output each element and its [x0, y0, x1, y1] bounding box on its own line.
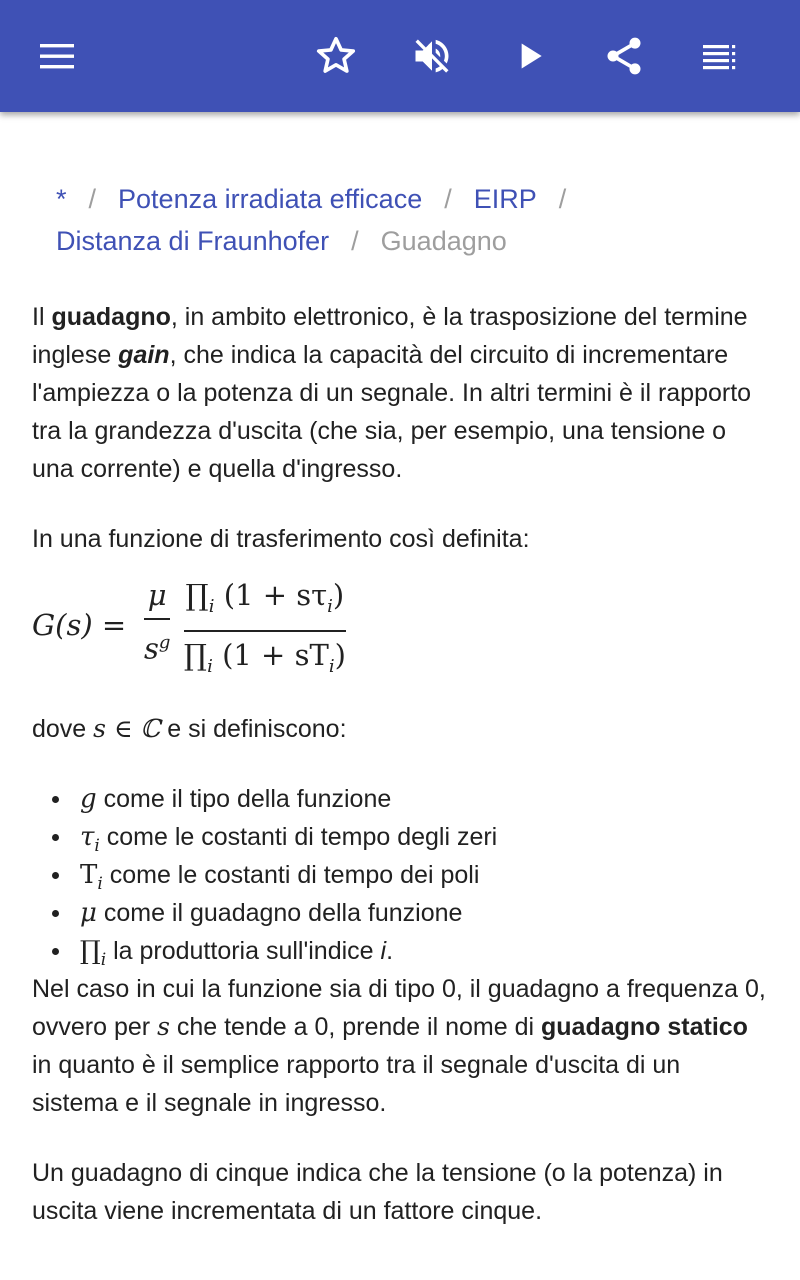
share-icon	[602, 34, 646, 78]
text-run: , che indica la capacità del circuito di incrementare l'ampiezza o la potenza di un segnale. In altri termini è il rapporto tra la grandezza d'uscita (che sia, per esempio, una tensione o una corrente) e quella d'ingresso.	[32, 341, 752, 483]
list-item	[32, 856, 772, 894]
math-subscript: i	[94, 836, 100, 856]
list-item	[32, 818, 772, 856]
share-button[interactable]	[600, 32, 648, 80]
formula-paren: )	[334, 637, 346, 672]
breadcrumb-link-fraunhofer[interactable]: Distanza di Fraunhofer	[56, 226, 330, 256]
italic-index: i	[380, 937, 387, 965]
text-run: dove	[32, 715, 94, 743]
math-inline: s	[157, 1012, 170, 1041]
formula-subscript: i	[327, 595, 333, 617]
math-symbol: g	[80, 784, 97, 814]
breadcrumb-link-potenza[interactable]: Potenza irradiata efficace	[118, 184, 423, 214]
breadcrumb-current: Guadagno	[380, 226, 507, 256]
formula-fraction-mu	[144, 576, 170, 668]
breadcrumb	[56, 178, 756, 262]
formula-fraction-products	[184, 576, 346, 686]
text-run: Il	[32, 303, 52, 331]
mute-button[interactable]	[408, 32, 456, 80]
menu-icon	[36, 36, 76, 76]
toc-list-icon	[700, 36, 740, 76]
bold-term: guadagno statico	[541, 1013, 748, 1041]
formula-exponent: g	[158, 632, 171, 653]
formula-subscript: i	[328, 655, 335, 677]
text-run: che tende a 0, prende il nome di	[169, 1013, 541, 1041]
article-body	[32, 298, 772, 1262]
bold-italic-term: gain	[118, 341, 170, 369]
app-toolbar	[0, 0, 800, 112]
math-symbol: T	[80, 860, 98, 890]
list-item	[32, 894, 772, 932]
breadcrumb-link-eirp[interactable]: EIRP	[473, 184, 537, 214]
bold-term: guadagno	[51, 303, 171, 331]
math-symbol: τ	[80, 822, 95, 852]
table-of-contents-button[interactable]	[696, 32, 744, 80]
formula-denominator: (1 + sT	[222, 637, 329, 672]
list-item	[32, 780, 772, 818]
fraction-bar	[184, 630, 346, 632]
list-item-text: come le costanti di tempo dei poli	[102, 861, 480, 889]
play-button[interactable]	[506, 32, 554, 80]
list-item-text: la produttoria sull'indice	[106, 937, 381, 965]
formula-numerator: (1 + sτ	[223, 578, 328, 612]
bookmark-button[interactable]	[312, 32, 360, 80]
menu-button[interactable]	[32, 32, 80, 80]
math-symbol: μ	[80, 898, 97, 928]
formula-numerator: μ	[147, 578, 167, 612]
text-run: in quanto è il semplice rapporto tra il segnale d'uscita di un sistema e il segnale in ingresso.	[32, 1051, 681, 1117]
breadcrumb-link-home[interactable]: *	[56, 184, 67, 214]
math-symbol: ∏	[80, 936, 101, 966]
breadcrumb-separator: /	[444, 184, 452, 214]
list-item-text: come le costanti di tempo degli zeri	[99, 823, 498, 851]
math-subscript: i	[97, 874, 103, 894]
math-inline: s ∈ ℂ	[93, 714, 161, 743]
play-icon	[510, 36, 550, 76]
list-item	[32, 932, 772, 970]
list-item-text: come il tipo della funzione	[96, 785, 392, 813]
text-run: , in ambito elettronico, è la trasposizione del termine inglese	[32, 303, 748, 369]
product-symbol: ∏	[184, 637, 208, 672]
text-run: e si definiscono:	[160, 715, 347, 743]
text-run: Nel caso in cui la funzione sia di tipo 0, il guadagno a frequenza 0, ovvero per	[32, 975, 766, 1041]
definitions-list	[32, 780, 772, 970]
paragraph-definitions	[32, 710, 772, 748]
paragraph-transfer-function: In una funzione di trasferimento così definita:	[32, 525, 530, 553]
formula-denominator: s	[144, 631, 159, 666]
transfer-function-formula	[32, 576, 772, 677]
product-index: i	[207, 655, 213, 677]
paragraph-static-gain	[32, 970, 772, 1122]
text-run: .	[386, 937, 394, 965]
breadcrumb-separator: /	[558, 184, 567, 214]
breadcrumb-separator: /	[351, 226, 359, 256]
list-item-text: come il guadagno della funzione	[96, 899, 463, 927]
volume-off-icon	[410, 34, 454, 78]
paragraph-intro	[32, 298, 772, 488]
star-outline-icon	[314, 34, 358, 78]
product-index: i	[208, 595, 215, 617]
formula-lhs: G(s) =	[32, 608, 127, 642]
product-symbol: ∏	[185, 578, 209, 612]
formula-paren: )	[332, 578, 345, 612]
paragraph-example: Un guadagno di cinque indica che la tensione (o la potenza) in uscita viene incrementata di un fattore cinque.	[32, 1159, 723, 1225]
breadcrumb-separator: /	[88, 184, 97, 214]
math-subscript: i	[100, 950, 107, 970]
fraction-bar	[144, 618, 170, 620]
